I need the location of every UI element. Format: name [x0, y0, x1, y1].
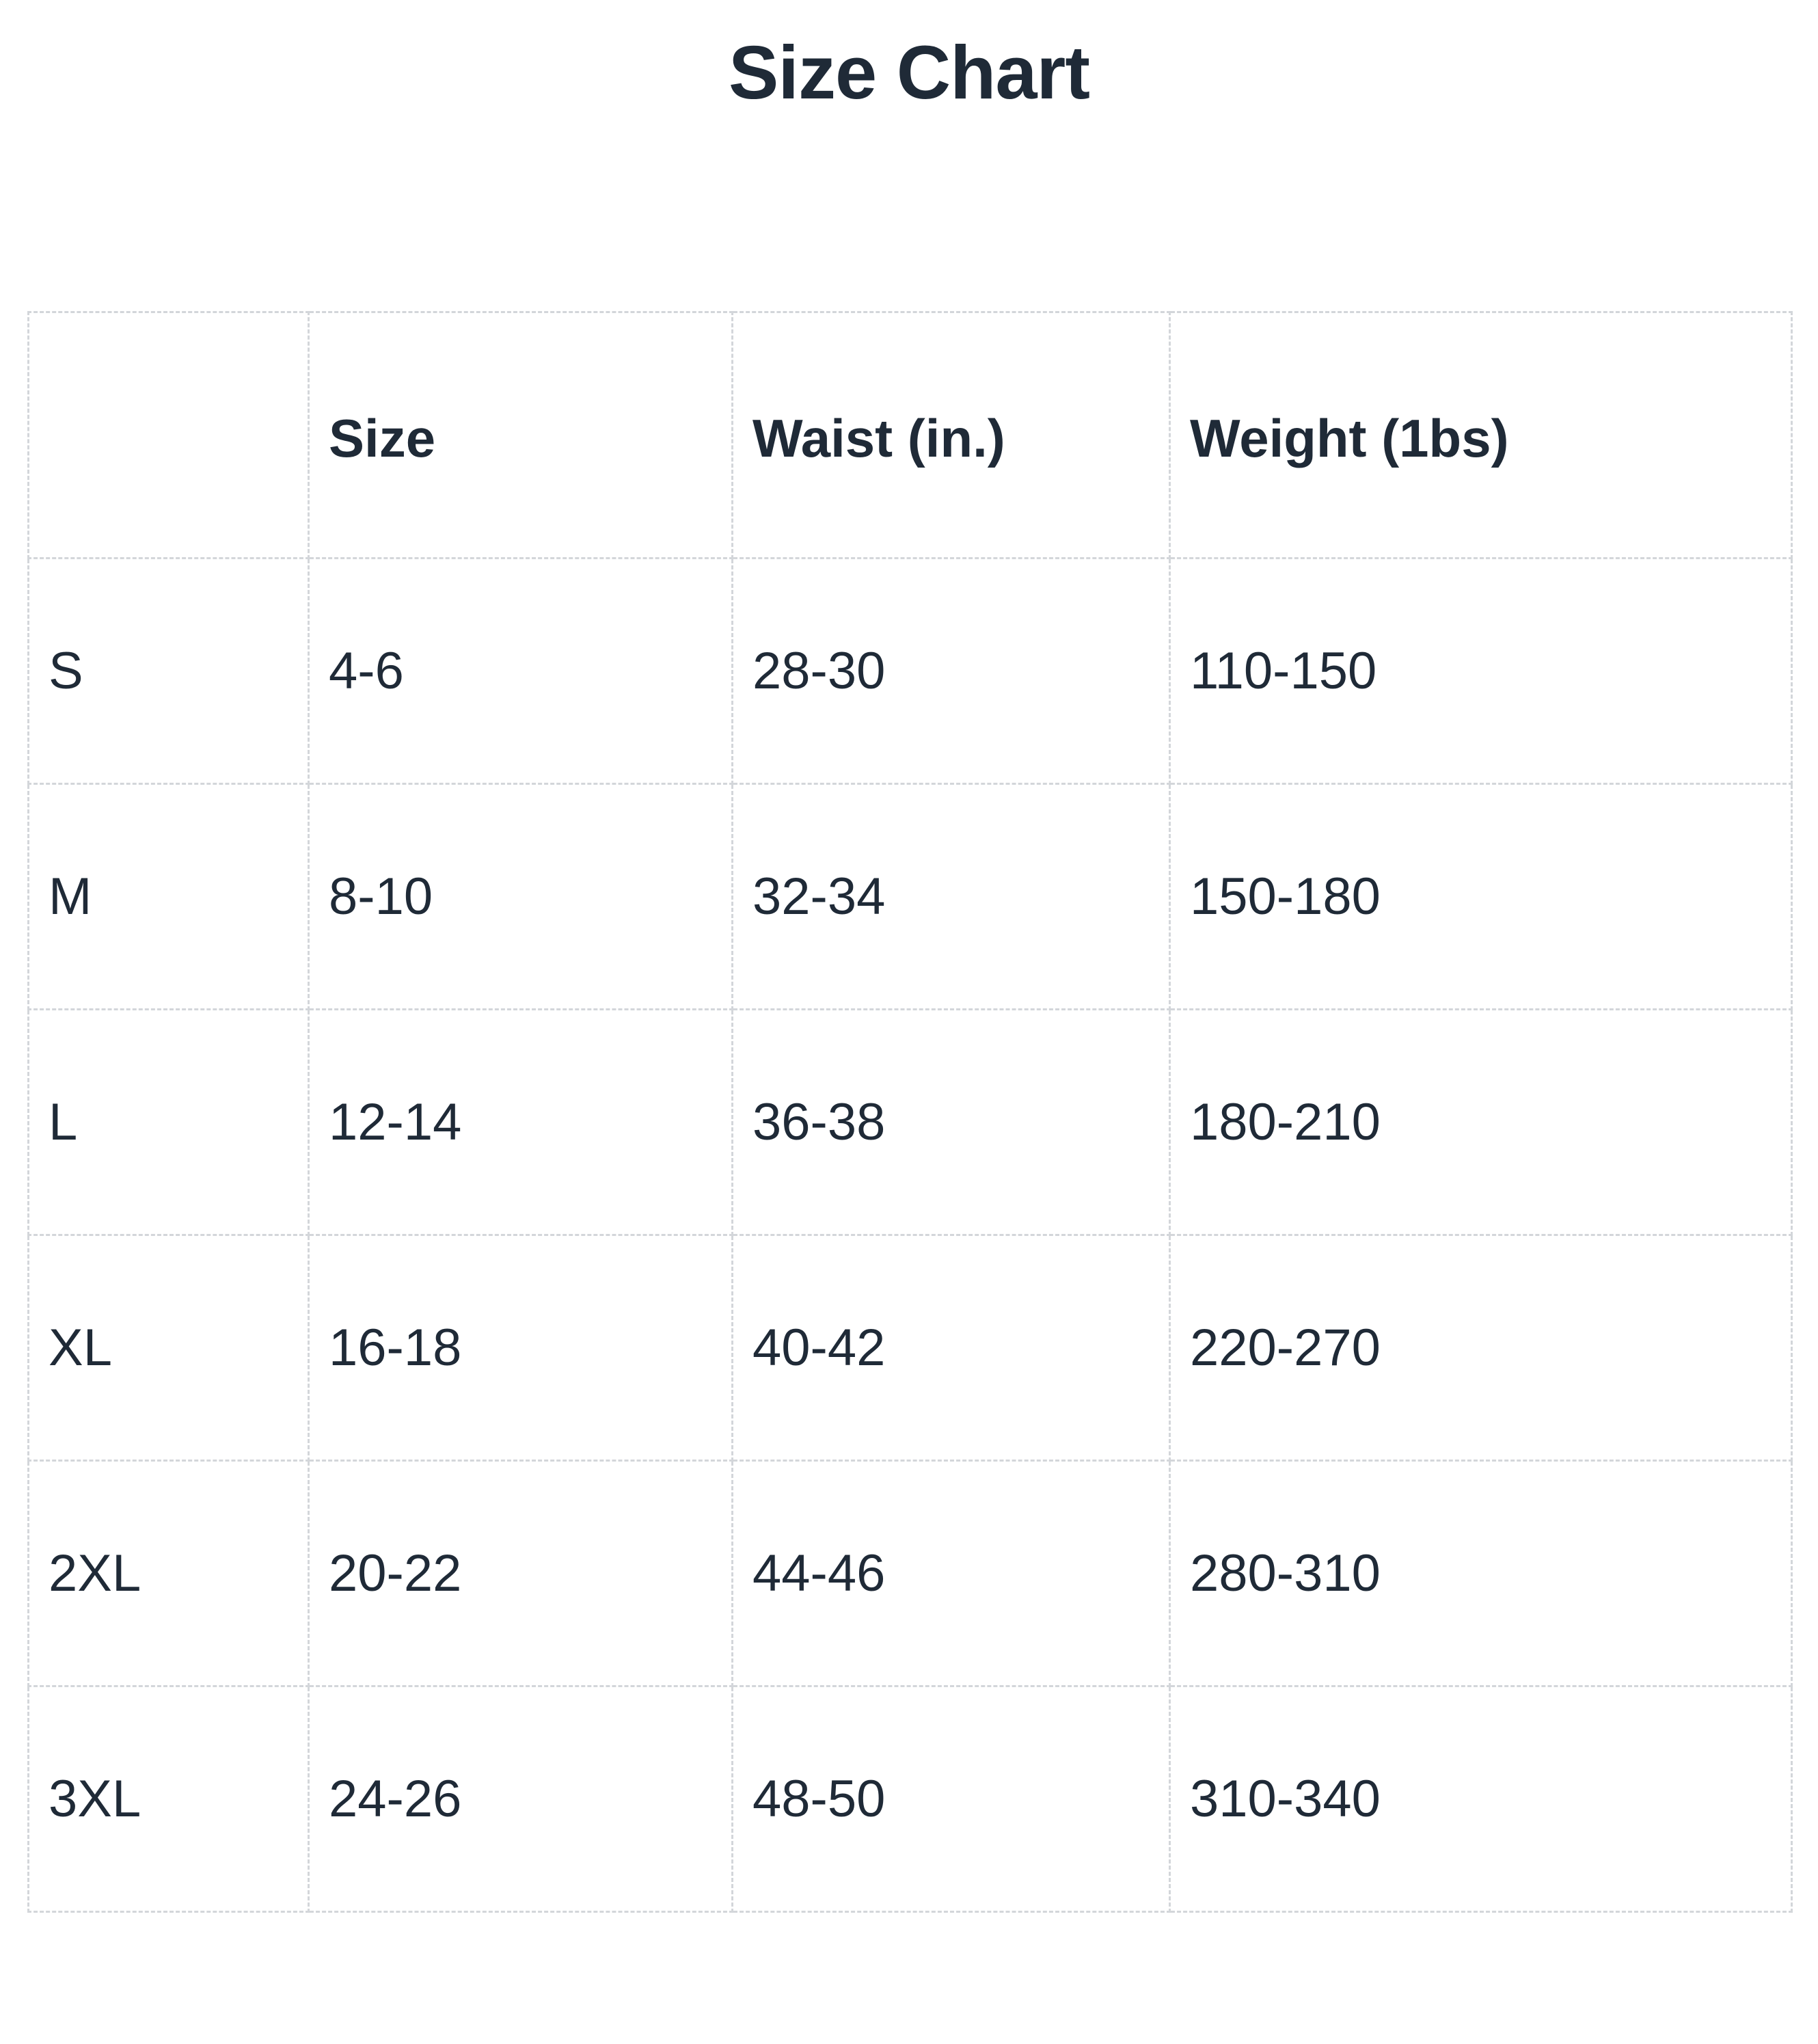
cell-waist: 28-30	[733, 559, 1170, 784]
table-body	[29, 559, 1792, 1912]
cell-size: 12-14	[309, 1010, 733, 1235]
cell-waist: 48-50	[733, 1686, 1170, 1912]
column-header-weight: Weight (1bs)	[1170, 312, 1792, 559]
cell-weight: 220-270	[1170, 1235, 1792, 1461]
row-label: 3XL	[29, 1686, 309, 1912]
row-label: L	[29, 1010, 309, 1235]
cell-waist: 32-34	[733, 784, 1170, 1010]
row-label: 2XL	[29, 1461, 309, 1686]
table-row	[29, 1235, 1792, 1461]
cell-weight: 280-310	[1170, 1461, 1792, 1686]
cell-weight: 180-210	[1170, 1010, 1792, 1235]
cell-weight: 150-180	[1170, 784, 1792, 1010]
table-row	[29, 1010, 1792, 1235]
row-label: XL	[29, 1235, 309, 1461]
table-row	[29, 784, 1792, 1010]
size-chart-table-container	[27, 311, 1791, 1913]
row-label: S	[29, 559, 309, 784]
cell-waist: 40-42	[733, 1235, 1170, 1461]
cell-size: 20-22	[309, 1461, 733, 1686]
page-title: Size Chart	[729, 31, 1089, 115]
cell-size: 24-26	[309, 1686, 733, 1912]
column-header-waist: Waist (in.)	[733, 312, 1170, 559]
row-label: M	[29, 784, 309, 1010]
size-chart-table	[27, 311, 1793, 1913]
table-header-row	[29, 312, 1792, 559]
cell-size: 8-10	[309, 784, 733, 1010]
column-header-blank	[29, 312, 309, 559]
cell-weight: 310-340	[1170, 1686, 1792, 1912]
table-row	[29, 559, 1792, 784]
table-header	[29, 312, 1792, 559]
cell-size: 16-18	[309, 1235, 733, 1461]
cell-weight: 110-150	[1170, 559, 1792, 784]
table-row	[29, 1461, 1792, 1686]
cell-waist: 36-38	[733, 1010, 1170, 1235]
cell-waist: 44-46	[733, 1461, 1170, 1686]
cell-size: 4-6	[309, 559, 733, 784]
table-row	[29, 1686, 1792, 1912]
column-header-size: Size	[309, 312, 733, 559]
